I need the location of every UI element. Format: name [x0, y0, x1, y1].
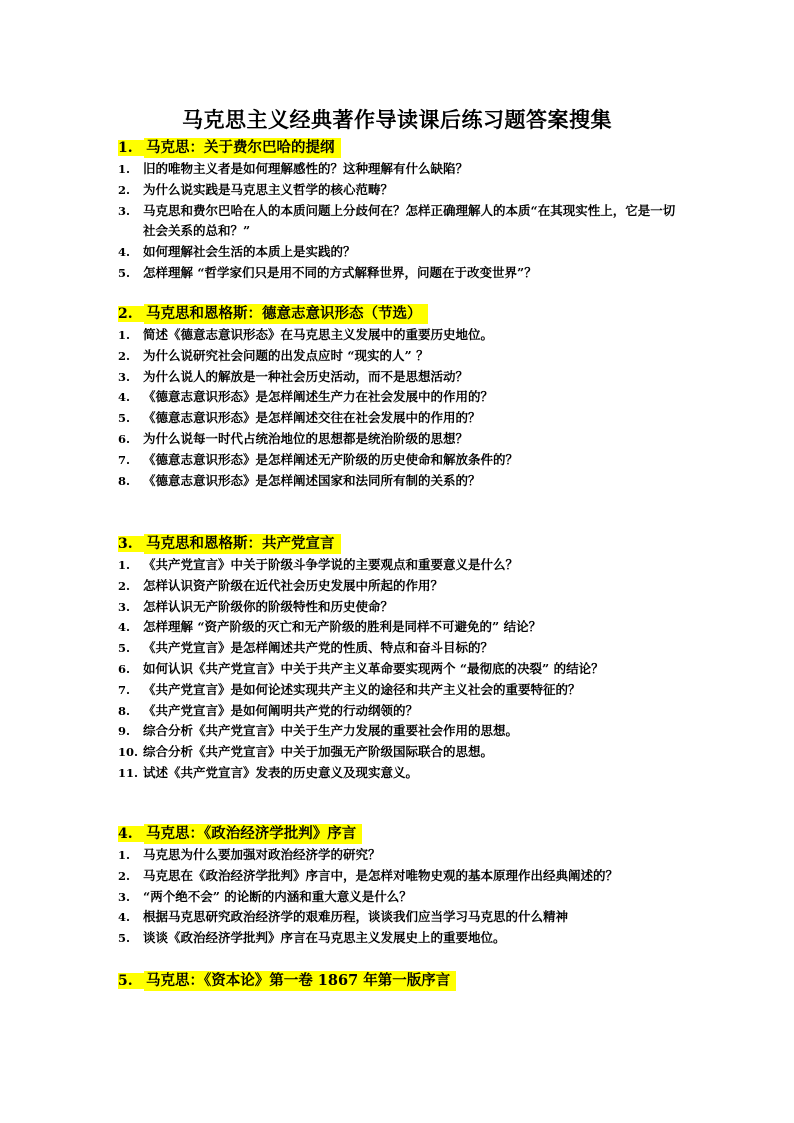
list-item: [118, 201, 678, 243]
section-number: 1.: [118, 140, 144, 156]
list-item: [118, 763, 678, 784]
item-number: 11.: [118, 765, 139, 780]
item-text: 怎样理解 “哲学家们只是用不同的方式解释世界，问题在于改变世界”？: [143, 264, 537, 280]
item-number: 1.: [118, 848, 131, 862]
section-heading: [118, 304, 678, 324]
item-number: 9.: [118, 724, 131, 739]
item-number: 8.: [118, 473, 131, 488]
item-number: 7.: [118, 682, 131, 697]
list-item: [118, 928, 678, 949]
item-text: 马克思和费尔巴哈在人的本质问题上分歧何在？怎样正确理解人的本质“在其现实性上，它是一切社会关系的总和？”: [143, 202, 676, 239]
item-text: 马克思为什么要加强对政治经济学的研究？: [143, 847, 381, 862]
item-number: 5.: [118, 411, 131, 426]
section-heading: [118, 534, 678, 554]
item-text: 综合分析《共产党宣言》中关于生产力发展的重要社会作用的思想。: [143, 723, 519, 739]
item-text: 怎样理解 “资产阶级的灭亡和无产阶级的胜利是同样不可避免的” 结论？: [143, 619, 542, 635]
item-number: 3.: [118, 599, 131, 614]
item-number: 2.: [118, 868, 131, 883]
item-text: 为什么说研究社会问题的出发点应时 “现实的人” ？: [143, 347, 429, 363]
item-text: 旧的唯物主义者是如何理解感性的？这种理解有什么缺陷？: [143, 161, 469, 176]
list-item: [118, 701, 678, 722]
list-item: [118, 180, 678, 201]
item-text: 《共产党宣言》中关于阶级斗争学说的主要观点和重要意义是什么？: [143, 557, 519, 572]
item-number: 10.: [118, 745, 139, 760]
item-text: 综合分析《共产党宣言》中关于加强无产阶级国际联合的思想。: [143, 744, 494, 760]
section-5: [118, 971, 678, 992]
section-title: 马克思：《资本论》第一卷 1867 年第一版序言: [144, 971, 456, 991]
list-item: [118, 845, 678, 866]
item-number: 2.: [118, 578, 131, 593]
item-text: 为什么说实践是马克思主义哲学的核心范畴？: [143, 181, 394, 197]
item-number: 5.: [118, 265, 131, 280]
list-item: [118, 387, 678, 408]
list-item: [118, 887, 678, 908]
item-number: 3.: [118, 369, 131, 384]
list-item: [118, 680, 678, 701]
list-item: [118, 617, 678, 638]
list-item: [118, 721, 678, 742]
list-item: [118, 907, 678, 928]
item-number: 1.: [118, 558, 131, 572]
list-item: [118, 555, 678, 576]
item-text: 《德意志意识形态》是怎样阐述国家和法同所有制的关系的？: [143, 472, 481, 488]
section-1: [118, 138, 678, 284]
item-text: 谈谈《政治经济学批判》序言在马克思主义发展史上的重要地位。: [143, 930, 506, 946]
item-text: 根据马克思研究政治经济学的艰难历程，谈谈我们应当学习马克思的什么精神: [143, 909, 569, 925]
section-number: 5.: [118, 973, 144, 989]
section-heading: [118, 824, 678, 844]
section-title: 马克思：关于费尔巴哈的提纲: [144, 138, 341, 158]
section-2: [118, 304, 678, 491]
section-heading: [118, 971, 678, 991]
list-item: [118, 325, 678, 346]
item-number: 2.: [118, 348, 131, 363]
list-item: [118, 659, 678, 680]
list-item: [118, 159, 678, 180]
item-number: 6.: [118, 431, 131, 446]
item-text: 试述《共产党宣言》发表的历史意义及现实意义。: [143, 764, 419, 780]
section-title: 马克思：《政治经济学批判》序言: [144, 824, 362, 844]
list-item: [118, 742, 678, 763]
item-number: 3.: [118, 889, 131, 904]
section-4: [118, 824, 678, 949]
list-item: [118, 408, 678, 429]
item-text: 如何理解社会生活的本质上是实践的？: [143, 244, 356, 260]
section-number: 4.: [118, 826, 144, 842]
item-text: 简述《德意志意识形态》在马克思主义发展中的重要历史地位。: [143, 327, 494, 342]
section-number: 3.: [118, 536, 144, 552]
list-item: [118, 346, 678, 367]
item-number: 8.: [118, 703, 131, 718]
item-number: 4.: [118, 910, 131, 925]
item-number: 3.: [118, 203, 131, 218]
item-text: “两个绝不会” 的论断的内涵和重大意义是什么？: [143, 888, 412, 904]
item-number: 5.: [118, 931, 131, 946]
item-number: 2.: [118, 182, 131, 197]
item-text: 为什么说每一时代占统治地位的思想都是统治阶级的思想？: [143, 430, 469, 446]
item-text: 《共产党宣言》是如何阐明共产党的行动纲领的？: [143, 702, 419, 718]
list-item: [118, 471, 678, 492]
item-number: 4.: [118, 245, 131, 260]
item-text: 马克思在《政治经济学批判》序言中，是怎样对唯物史观的基本原理作出经典阐述的？: [143, 867, 619, 883]
item-text: 怎样认识资产阶级在近代社会历史发展中所起的作用？: [143, 577, 444, 593]
section-3: [118, 534, 678, 784]
item-text: 《共产党宣言》是怎样阐述共产党的性质、特点和奋斗目标的？: [143, 640, 494, 656]
list-item: [118, 638, 678, 659]
list-item: [118, 866, 678, 887]
item-text: 《共产党宣言》是如何论述实现共产主义的途径和共产主义社会的重要特征的？: [143, 681, 581, 697]
list-item: [118, 242, 678, 263]
item-number: 4.: [118, 390, 131, 405]
item-number: 4.: [118, 620, 131, 635]
item-number: 1.: [118, 162, 131, 176]
item-number: 7.: [118, 452, 131, 467]
list-item: [118, 450, 678, 471]
item-text: 《德意志意识形态》是怎样阐述交往在社会发展中的作用的？: [143, 410, 481, 426]
item-number: 6.: [118, 661, 131, 676]
item-number: 1.: [118, 328, 131, 342]
list-item: [118, 597, 678, 618]
section-heading: [118, 138, 678, 158]
list-item: [118, 576, 678, 597]
list-item: [118, 367, 678, 388]
section-number: 2.: [118, 306, 144, 322]
item-text: 《德意志意识形态》是怎样阐述无产阶级的历史使命和解放条件的？: [143, 451, 519, 467]
item-text: 《德意志意识形态》是怎样阐述生产力在社会发展中的作用的？: [143, 389, 494, 405]
document-title: 马克思主义经典著作导读课后练习题答案搜集: [182, 107, 612, 132]
item-text: 如何认识《共产党宣言》中关于共产主义革命要实现两个 “最彻底的决裂” 的结论？: [143, 660, 604, 676]
section-title: 马克思和恩格斯：德意志意识形态（节选）: [144, 304, 428, 324]
section-title: 马克思和恩格斯：共产党宣言: [144, 534, 341, 554]
item-text: 怎样认识无产阶级你的阶级特性和历史使命？: [143, 598, 394, 614]
list-item: [118, 263, 678, 284]
item-number: 5.: [118, 641, 131, 656]
item-text: 为什么说人的解放是一种社会历史活动，而不是思想活动？: [143, 368, 469, 384]
list-item: [118, 429, 678, 450]
